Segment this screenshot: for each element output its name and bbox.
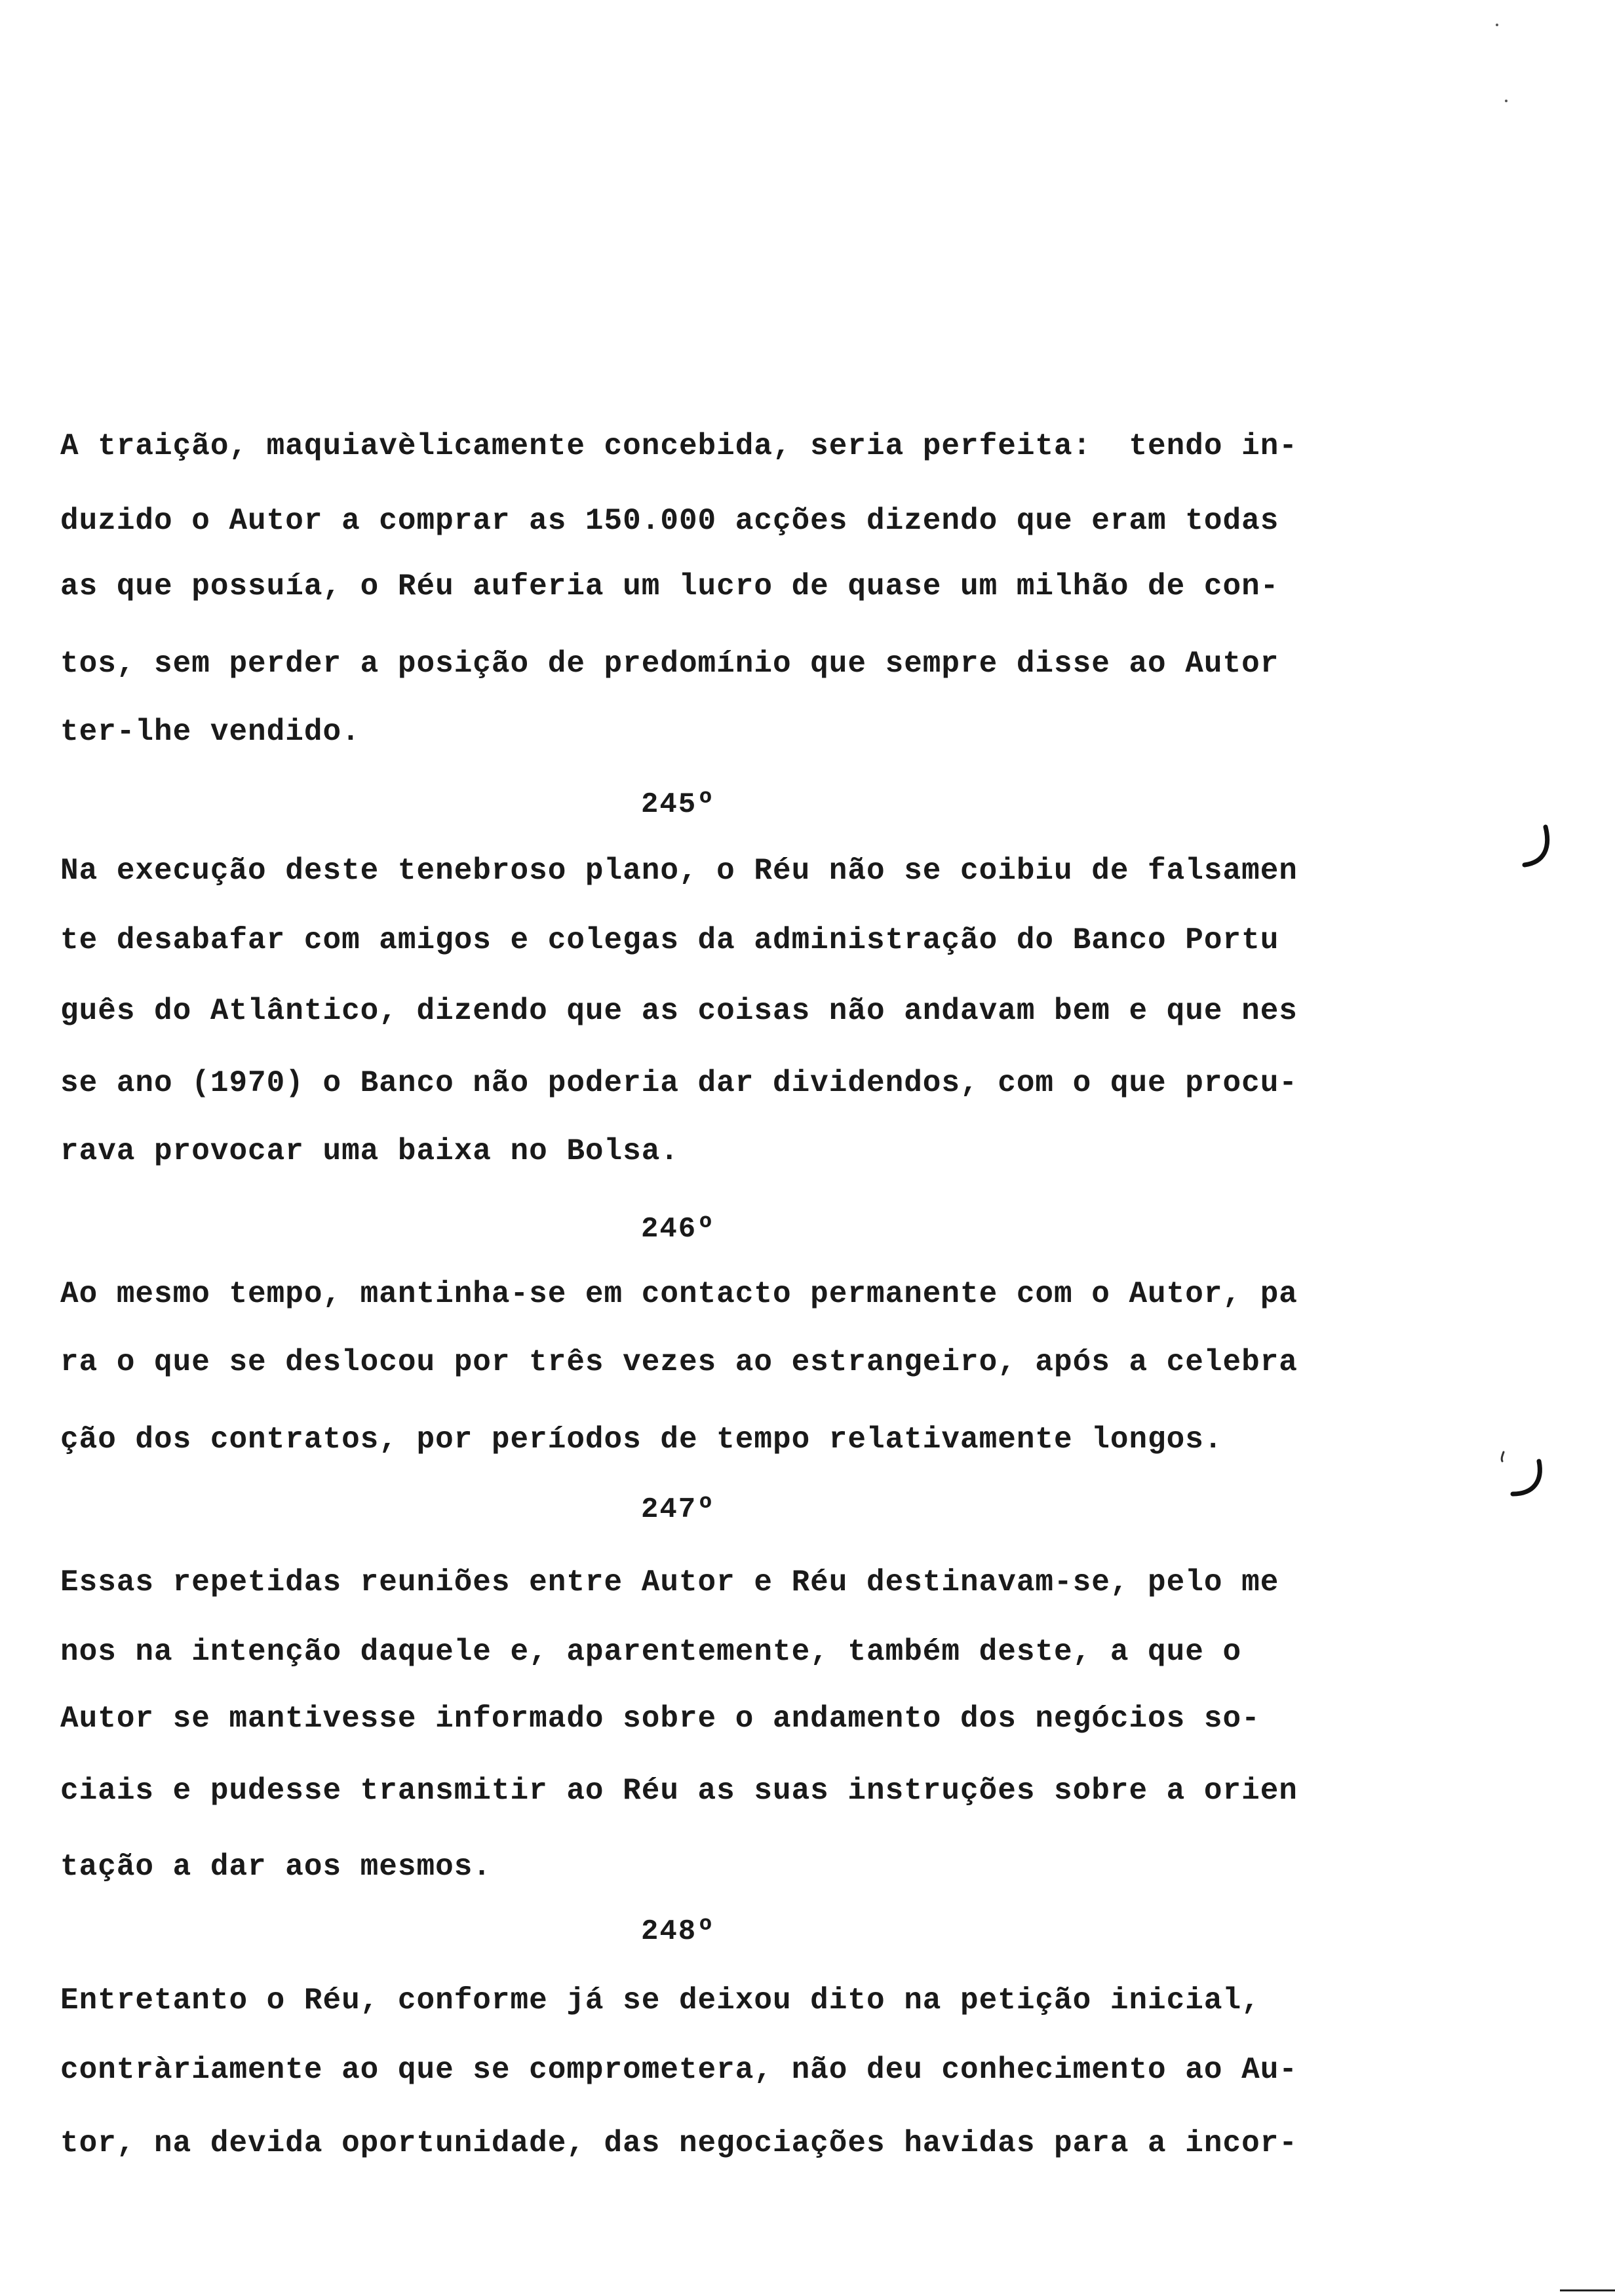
text-line: Ao mesmo tempo, mantinha-se em contacto permanente com o Autor, pa <box>60 1277 1298 1311</box>
text-line: ra o que se deslocou por três vezes ao estrangeiro, após a celebra <box>60 1345 1298 1379</box>
text-line: duzido o Autor a comprar as 150.000 acções dizendo que eram todas <box>60 504 1279 538</box>
text-line: te desabafar com amigos e colegas da administração do Banco Portu <box>60 923 1279 957</box>
text-line: tos, sem perder a posição de predomínio que sempre disse ao Autor <box>60 647 1279 681</box>
article-number: 246º <box>641 1213 716 1246</box>
text-line: Essas repetidas reuniões entre Autor e Réu destinavam-se, pelo me <box>60 1565 1279 1599</box>
text-line: ter-lhe vendido. <box>60 715 360 749</box>
text-line: as que possuía, o Réu auferia um lucro de quase um milhão de con- <box>60 569 1279 603</box>
article-number: 245º <box>641 788 716 821</box>
text-line: contràriamente ao que se comprometera, não deu conhecimento ao Au- <box>60 2053 1298 2087</box>
text-line: A traição, maquiavèlicamente concebida, seria perfeita: tendo in- <box>60 429 1298 463</box>
text-line: ciais e pudesse transmitir ao Réu as suas instruções sobre a orien <box>60 1774 1298 1808</box>
text-line: tação a dar aos mesmos. <box>60 1850 492 1884</box>
text-line: Entretanto o Réu, conforme já se deixou dito na petição inicial, <box>60 1983 1260 2018</box>
text-line: guês do Atlântico, dizendo que as coisas não andavam bem e que nes <box>60 994 1298 1028</box>
page-edge-line <box>1560 2289 1615 2291</box>
binding-mark-icon <box>1498 1448 1551 1507</box>
text-line: Na execução deste tenebroso plano, o Réu não se coibiu de falsamen <box>60 854 1298 888</box>
text-line: ção dos contratos, por períodos de tempo relativamente longos. <box>60 1423 1223 1457</box>
speck-mark-icon <box>1492 20 1511 111</box>
text-line: tor, na devida oportunidade, das negociações havidas para a incor- <box>60 2126 1298 2160</box>
text-line: se ano (1970) o Banco não poderia dar dividendos, com o que procu- <box>60 1066 1298 1100</box>
binding-mark-icon <box>1518 822 1557 874</box>
article-number: 247º <box>641 1493 716 1526</box>
text-line: rava provocar uma baixa no Bolsa. <box>60 1134 679 1168</box>
article-number: 248º <box>641 1915 716 1948</box>
text-line: Autor se mantivesse informado sobre o andamento dos negócios so- <box>60 1702 1260 1736</box>
text-line: nos na intenção daquele e, aparentemente, também deste, a que o <box>60 1635 1242 1669</box>
